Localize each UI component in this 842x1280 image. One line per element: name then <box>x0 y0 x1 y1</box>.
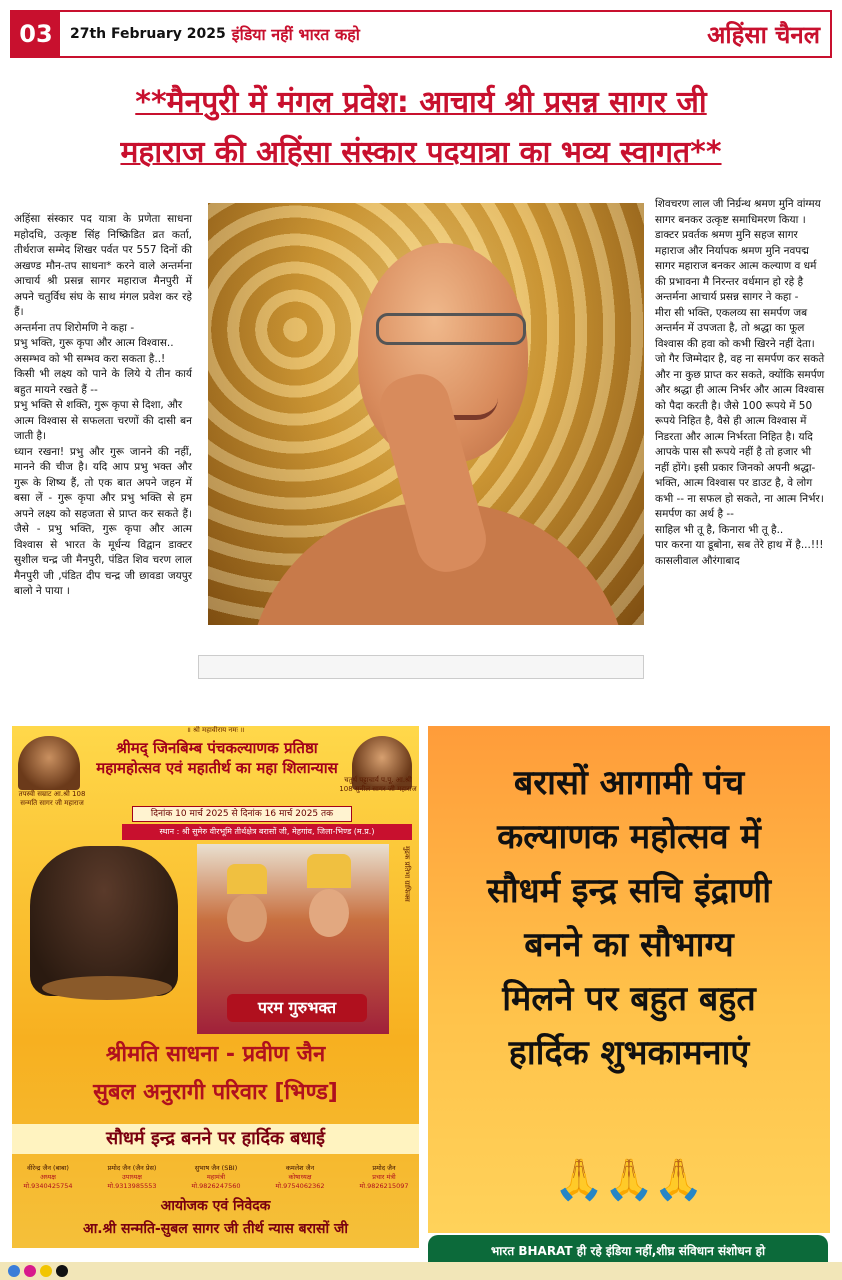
honoree-name: श्रीमति साधना - प्रवीण जैन <box>105 1042 326 1067</box>
page-number: 03 <box>12 12 60 56</box>
greeting-message <box>428 756 830 1080</box>
footer-strip <box>0 1262 842 1280</box>
headline-line-2: महाराज की अहिंसा संस्कार पदयात्रा का भव्य स्वागत** <box>120 135 722 170</box>
tagline: इंडिया नहीं भारत कहो <box>231 25 360 44</box>
paragraph: ध्यान रखना! प्रभु और गुरू जानने की नहीं, मानने की चीज है। यदि आप प्रभु भक्त और गुरू के शिष्य हैं, तो एक बात अपने जहन में बसा लें - गुरू कृपा और प्रभु भक्ति से हम अपने लक्ष्य को सहजता से प्राप्त कर सकते हैं। जैसे - प्रभु भक्ति, गुरू कृपा और आत्म विश्वास से भारत के मूर्धन्य विद्वान डाक्टर सुशील चन्द्र जी मैनपुरी, पंडित शिव चरण लाल मैनपुरी जी ,पंडित दीप चन्द्र जी छावडा जयपुर बालो ने पाया । <box>14 445 192 597</box>
message-line: हार्दिक शुभकामनाएं <box>508 1033 750 1073</box>
statue-base <box>42 976 172 1000</box>
acharya-photo <box>208 203 644 625</box>
brand-name: अहिंसा चैनल <box>707 20 820 49</box>
face-figure <box>309 889 349 937</box>
blue-dot <box>8 1265 20 1277</box>
event-venue: स्थान : श्री सुमेरु वीरभूमि तीर्थक्षेत्र बरासों जी, मेहगांव, जिला-भिण्ड (म.प्र.) <box>122 824 412 840</box>
message-line: बनने का सौभाग्य <box>524 925 734 965</box>
contact-name: प्रमोद जैन (जैन प्रेस) <box>107 1164 157 1172</box>
committee-contacts <box>20 1164 412 1191</box>
seated-muni-image <box>30 846 178 996</box>
printer-credit: मुद्रक प्रतिभा ग्राफिक्स <box>403 846 411 902</box>
issue-date: 27th February 2025 <box>70 26 226 42</box>
crown-icon <box>307 854 351 888</box>
message-line: मिलने पर बहुत बहुत <box>502 979 756 1019</box>
photo-glasses <box>376 313 526 345</box>
guru-left-caption: तपस्वी सम्राट आ.श्री 108 सन्मति सागर जी महाराज <box>18 790 86 807</box>
article-right-column <box>655 197 827 569</box>
contact-phone: प्रचार मंत्री मो.9826215097 <box>359 1173 409 1190</box>
masthead <box>10 10 832 58</box>
contact-phone: महामंत्री मो.9826247560 <box>191 1173 241 1190</box>
organizer-label: आयोजक एवं निवेदक <box>160 1198 271 1214</box>
paragraph: समर्पण का अर्थ है -- <box>655 508 734 520</box>
honoree-family: सुबल अनुरागी परिवार [भिण्ड] <box>93 1080 338 1105</box>
guru-bhakt-badge: परम गुरुभक्त <box>227 994 367 1022</box>
paragraph: अन्तर्मना आचार्य प्रसन्न सागर ने कहा - <box>655 291 799 303</box>
paragraph: प्रभु भक्ति से शक्ति, गुरू कृपा से दिशा, और <box>14 399 183 411</box>
paragraph: अन्तर्मना तप शिरोमणि ने कहा - <box>14 321 135 334</box>
paragraph: साहिल भी तू है, किनारा भी तू है.. <box>655 523 784 536</box>
pink-dot <box>24 1265 36 1277</box>
black-dot <box>56 1265 68 1277</box>
crown-icon <box>227 864 267 894</box>
panchkalyanak-advertisement <box>12 726 419 1248</box>
contact-item <box>20 1164 76 1191</box>
contact-name: कमलेश जैन <box>285 1164 315 1172</box>
guru-left-portrait <box>18 736 80 790</box>
paragraph: अहिंसा संस्कार पद यात्रा के प्रणेता साधना महोदधि, उत्कृष्ट सिंह निष्क्रिडित व्रत कर्ता, तीर्थराज सम्मेद शिखर पर्वत पर 557 दिनों की अखण्ड मौन-तप साधना* करने वाले अन्तर्मना आचार्य श्री प्रसन्न सागर महाराज मैनपुरी में अपने चतुर्विध संघ के साथ मंगल प्रवेश कर रहे हैं। <box>14 213 192 318</box>
contact-phone: अध्यक्ष मो.9340425754 <box>23 1173 73 1190</box>
contact-item <box>272 1164 328 1191</box>
yellow-dot <box>40 1265 52 1277</box>
guru-right-caption: चतुर्थ पट्टाचार्य प.पू. आ.श्री 108 सुनील सागर जी महाराज <box>339 776 417 793</box>
contact-phone: कोषाध्यक्ष मो.9754062362 <box>275 1173 325 1190</box>
contact-name: सुभाष जैन (SBI) <box>194 1164 238 1172</box>
paragraph: प्रभु भक्ति, गुरू कृपा और आत्म विश्वास.. <box>14 337 174 349</box>
event-dates: दिनांक 10 मार्च 2025 से दिनांक 16 मार्च 2025 तक <box>132 806 352 822</box>
contact-item <box>188 1164 244 1191</box>
contact-item <box>104 1164 160 1191</box>
color-dots <box>8 1265 68 1277</box>
paragraph: किसी भी लक्ष्य को पाने के लिये ये तीन कार्य बहुत मायने रखते हैं -- <box>14 368 192 396</box>
contact-name: वीरेन्द्र जैन (बाबा) <box>27 1164 69 1172</box>
paragraph: मीरा सी भक्ति, एकलव्य सा समर्पण जब अन्तर्मन में उपजता है, तो श्रद्धा का फूल विश्वास की हवा को कभी खिरने नहीं देता। जो गैर जिम्मेदार है, वह ना समर्पण कर सकते और ना कुछ प्राप्त कर सकते, क्योंकि समर्पण और श्रद्धा ही आत्म निर्भर और आत्म विश्वास को पैदा करती है। जैसे 100 रूपये में 50 रूपये निहित है, वैसे ही आत्म विश्वास में निडरता और आत्म निर्भरता निहित है। यदि आपके पास सौ रूपये नहीं है तो हजार भी नहीं होंगे। इसी प्रकार जिनको अपनी श्रद्धा-भक्ति, आत्म विश्वास पर डाउट है, वे लोग कभी -- ना सफल हो सकते, ना आत्म निर्भर। <box>655 306 825 505</box>
greetings-advertisement <box>428 726 830 1233</box>
congratulation-banner: सौधर्म इन्द्र बनने पर हार्दिक बधाई <box>12 1124 419 1154</box>
paragraph: शिवचरण लाल जी निर्ग्रन्थ श्रमण मुनि वांग्मय सागर बनकर उत्कृष्ट समाधिमरण किया ।डाक्टर प्रवर्तक श्रमण मुनि सहज सागर महाराज और निर्यापक श्रमण मुनि नवपद्म सागर महाराज बनकर आत्म कल्याण व धर्म की प्रभावना मै निरन्तर वर्धमान हो रहे है <box>655 198 821 288</box>
ad-invocation: ॥ श्री महावीराय नमः ॥ <box>186 726 245 734</box>
photo-caption-bar <box>198 655 644 679</box>
paragraph: पार करना या डूबोना, सब तेरे हाथ में है...!!! <box>655 539 824 551</box>
contact-item <box>356 1164 412 1191</box>
message-line: कल्याणक महोत्सव में <box>497 817 761 857</box>
trust-name: आ.श्री सन्मति-सुबल सागर जी तीर्थ न्यास बरासों जी <box>83 1221 348 1237</box>
message-line: बरासों आगामी पंच <box>513 763 745 803</box>
ad-title: श्रीमद् जिनबिम्ब पंचकल्याणक प्रतिष्ठा महामहोत्सव एवं महातीर्थ का महा शिलान्यास <box>96 739 338 777</box>
face-figure <box>227 894 267 942</box>
contact-name: प्रमोद जैन <box>372 1164 396 1172</box>
paragraph: आत्म विश्वास से सफलता चरणों की दासी बन जाती है। <box>14 414 192 442</box>
folded-hands-icon: 🙏🙏🙏 <box>554 1157 704 1203</box>
headline-line-1: **मैनपुरी में मंगल प्रवेश: आचार्य श्री प्रसन्न सागर जी <box>135 85 707 120</box>
article-left-column <box>14 212 192 600</box>
bharat-banner: भारत BHARAT ही रहे इंडिया नहीं,शीघ्र संविधान संशोधन हो <box>428 1235 828 1267</box>
headline <box>10 78 832 178</box>
contact-phone: उपाध्यक्ष मो.9313985553 <box>107 1173 157 1190</box>
message-line: सौधर्म इन्द्र सचि इंद्राणी <box>486 871 772 911</box>
paragraph: असम्भव को भी सम्भव करा सकता है..! <box>14 352 166 365</box>
author-credit: कासलीवाल औरंगाबाद <box>655 554 740 567</box>
